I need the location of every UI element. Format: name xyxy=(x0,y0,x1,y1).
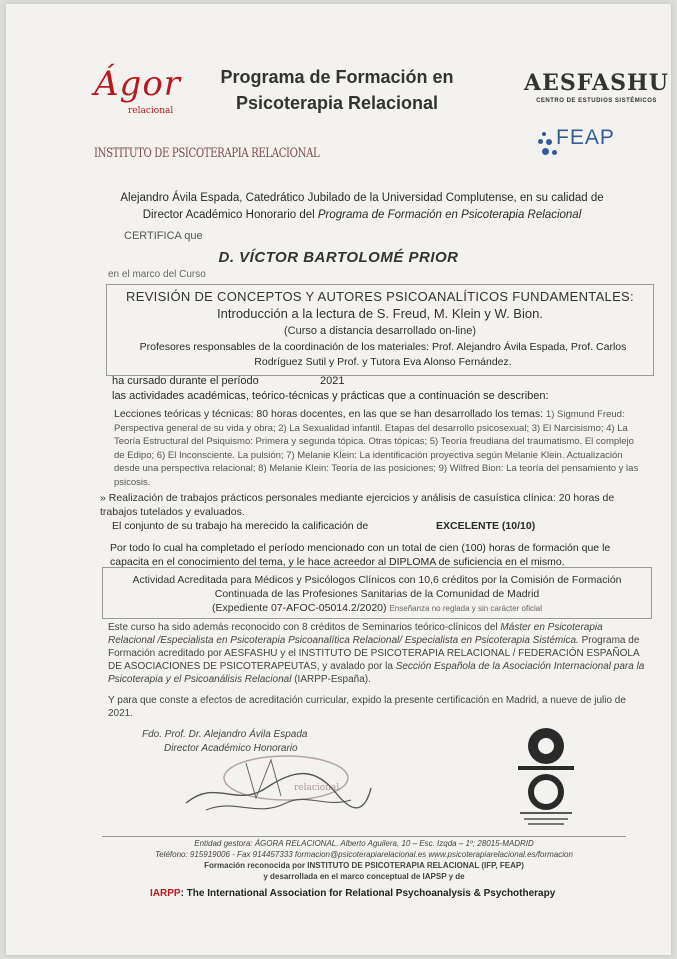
footer xyxy=(102,838,626,882)
aesfashu-name: AESFASHU xyxy=(524,70,669,96)
agora-logo xyxy=(94,64,204,124)
certificate-page xyxy=(6,4,671,955)
footer-address: Entidad gestora: ÁGORA RELACIONAL. Alberto Aguilera, 10 – Esc. Izqda – 1º; 28015-MADRID xyxy=(194,839,534,848)
professors-text: Profesores responsables de la coordinación de los materiales: Prof. Alejandro Ávila Espada, Prof. Carlos Rodríguez Sutil y Prof. y Tutora Eva Alonso Fernández. xyxy=(139,341,627,368)
intro-line-2: Director Académico Honorario del Programa de Formación en Psicoterapia Relacional xyxy=(142,209,582,221)
grade-label: El conjunto de su trabajo ha merecido la calificación de xyxy=(112,520,369,532)
certifica-label: CERTIFICA que xyxy=(124,230,203,242)
grade-line xyxy=(112,520,536,532)
iarpp-line xyxy=(150,888,555,899)
activities-intro: las actividades académicas, teórico-técnicas y prácticas que a continuación se describen: xyxy=(112,390,549,402)
instituto-logo-text: INSTITUTO DE PSICOTERAPIA RELACIONAL xyxy=(94,146,320,161)
iarpp-full: : The International Association for Relational Psychoanalysis & Psychotherapy xyxy=(180,888,556,899)
aesfashu-logo xyxy=(524,70,669,104)
course-box xyxy=(106,284,654,376)
signer-role: Director Académico Honorario xyxy=(164,743,298,754)
course-title: REVISIÓN DE CONCEPTOS Y AUTORES PSICOANALÍTICOS FUNDAMENTALES: xyxy=(126,289,634,304)
iarpp-acronym: IARPP xyxy=(150,888,181,899)
lessons-head: Lecciones teóricas y técnicas: 80 horas docentes, en las que se han desarrollado los temas: xyxy=(114,408,543,420)
course-note: (Curso a distancia desarrollado on-line) xyxy=(284,325,476,337)
institution-seal-icon xyxy=(506,722,586,832)
footer-contact: Teléfono: 915919006 - Fax 914457333 formacion@psicoterapiarelacional.es www.psicoterapiarelacional.es/formacion xyxy=(155,850,573,859)
signature-stamp-icon xyxy=(176,748,376,828)
accreditation-text: Actividad Acreditada para Médicos y Psicólogos Clínicos con 10,6 créditos por la Comisión de Formación Continuada de las Profesiones Sanitarias de la Comunidad de Madrid (Expediente 07-AFOC-05014.2/2020) Enseñanza no reglada y sin carácter oficial xyxy=(132,574,622,614)
footer-divider xyxy=(102,836,626,837)
lessons-bullet xyxy=(114,408,646,489)
intro-line-1: Alejandro Ávila Espada, Catedrático Jubilado de la Universidad Complutense, en su calidad de xyxy=(120,192,604,204)
agora-logo-sub: relacional xyxy=(128,106,174,116)
period-year: 2021 xyxy=(320,375,345,387)
practice-bullet: » Realización de trabajos prácticos personales mediante ejercicios y análisis de casuística clínica: 20 horas de trabajos tutelados y evaluados. xyxy=(100,492,615,518)
svg-text:relacional: relacional xyxy=(294,783,340,793)
signer-name: Fdo. Prof. Dr. Alejandro Ávila Espada xyxy=(142,729,308,740)
footer-framework: y desarrollada en el marco conceptual de IAPSP y de xyxy=(263,872,465,881)
program-title: Programa de Formación en Psicoterapia Relacional xyxy=(220,67,454,113)
period-line xyxy=(112,375,345,387)
footer-recognition: Formación reconocida por INSTITUTO DE PSICOTERAPIA RELACIONAL (IFP, FEAP) xyxy=(204,861,524,870)
expido-paragraph: Y para que conste a efectos de acreditación curricular, expido la presente certificación en Madrid, a nueve de julio de 2021. xyxy=(108,695,626,719)
agora-logo-word: Ágor xyxy=(94,64,182,104)
summary-paragraph: Por todo lo cual ha completado el período mencionado con un total de cien (100) horas de formación que le capacita en el conocimiento del tema, y le hace acreedor al DIPLOMA de suficiencia en el mismo. xyxy=(110,542,611,568)
recipient-name: D. VÍCTOR BARTOLOMÉ PRIOR xyxy=(218,249,459,266)
feap-text: FEAP xyxy=(556,126,615,149)
grade-value: EXCELENTE (10/10) xyxy=(436,520,536,532)
recognition-paragraph: Este curso ha sido además reconocido con 8 créditos de Seminarios teórico-clínicos del Máster en Psicoterapia Relacional /Especialista en Psicoterapia Psicoanalítica Relacional/ Especialista en Psicoterapia Sistémica. Programa de Formación acreditado por AESFASHU y el INSTITUTO DE PSICOTERAPIA RELACIONAL / FEDERACIÓN ESPAÑOLA DE ASOCIACIONES DE PSICOTERAPEUTAS, y avalado por la Sección Española de la Asociación Internacional para la Psicoterapia y el Psicoanálisis Relacional (IARPP-España). xyxy=(108,622,645,685)
aesfashu-sub: CENTRO DE ESTUDIOS SISTÉMICOS xyxy=(536,98,657,104)
period-label: ha cursado durante el período xyxy=(112,375,259,387)
lessons-topics: 1) Sigmund Freud: Perspectiva general de su vida y obra; 2) La Sexualidad infantil. Etapas del desarrollo psicosexual; 3) El Narcisismo; 4) La Teoría Estructural del Psiquismo: Primera y segunda tópica. Otras tópicas; 5) Teoría freudiana del traumatismo. El complejo de Edipo; 6) El Inconsciente. La pulsión; 7) Melanie Klein: La identificación proyectiva según Melanie Klein. Actualización desde una perspectiva relacional; 8) Melanie Klein: Teoría de las posiciones; 9) Wilfred Bion: La teoría del pensamiento y las psicosis. xyxy=(114,409,639,488)
accreditation-box xyxy=(102,567,652,619)
intro-paragraph xyxy=(98,190,626,224)
course-subtitle: Introducción a la lectura de S. Freud, M. Klein y W. Bion. xyxy=(217,306,543,321)
marco-label: en el marco del Curso xyxy=(108,269,206,280)
